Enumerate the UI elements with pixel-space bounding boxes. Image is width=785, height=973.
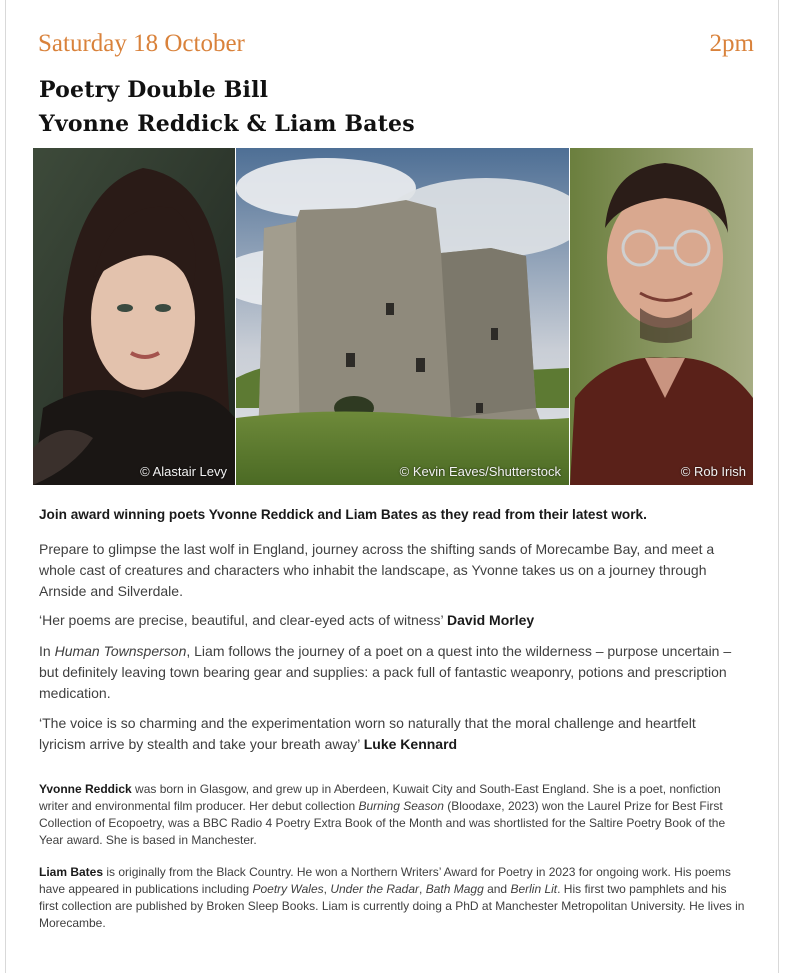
description-body: , Liam follows the journey of a poet on a quest into the wilderness – purpose uncertain – but definitely leaving town bearing gear and supplies: a pack full of fantastic weaponry, potions and prescription medication. (39, 643, 732, 701)
photo-credit-left: © Alastair Levy (140, 464, 227, 479)
photo-liam-bates (570, 148, 753, 485)
event-time: 2pm (709, 30, 754, 57)
bio-text: was born in Glasgow, and grew up in Aberdeen, Kuwait City and South-East England. She is a poet, nonfiction writer and environmental film producer. Her debut collection (39, 782, 721, 813)
quote-author: David Morley (447, 612, 535, 628)
quote-david-morley (39, 610, 739, 631)
description-yvonne: Prepare to glimpse the last wolf in England, journey across the shifting sands of Morecambe Bay, and meet a whole cast of creatures and characters who inhabit the landscape, as Yvonne takes us on a journey through Arnside and Silverdale. (39, 541, 715, 599)
bio-name: Yvonne Reddick (39, 782, 132, 796)
intro-text: Join award winning poets Yvonne Reddick and Liam Bates as they read from their latest work. (39, 507, 647, 522)
description-liam (39, 641, 739, 704)
event-date: Saturday 18 October (38, 30, 245, 57)
bio-text: . His first two pamphlets and his first collection are published by Broken Sleep Books. Liam is currently doing a PhD at Manchester Metropolitan University. He lives in Morecambe. (39, 882, 745, 930)
photo-credit-right: © Rob Irish (680, 464, 746, 479)
publication-title: Poetry Wales (252, 882, 324, 896)
publication-title: Under the Radar (330, 882, 420, 896)
photo-credit-center: © Kevin Eaves/Shutterstock (399, 464, 561, 479)
event-title: Poetry Double Bill (39, 77, 269, 103)
bio-text: (Bloodaxe, 2023) won the Laurel Prize for Best First Collection of Ecopoetry, was a BBC Radio 4 Poetry Extra Book of the Month and was shortlisted for the Saltire Poetry Book of the Year award. She is based in Manchester. (39, 799, 726, 847)
publication-title: Berlin Lit (510, 882, 558, 896)
description-prefix: In (39, 643, 55, 659)
bio-text: is originally from the Black Country. He won a Northern Writers’ Award for Poetry in 2023 for ongoing work. His poems have appeared in publications including (39, 865, 731, 896)
bio-liam-bates (39, 864, 749, 932)
event-date-line (38, 30, 754, 62)
publication-title: Bath Magg (425, 882, 484, 896)
separator: , (419, 882, 426, 896)
quote-text: ‘The voice is so charming and the experimentation worn so naturally that the moral challenge and heartfelt lyricism arrive by stealth and take your breath away’ (39, 715, 696, 752)
bio-name: Liam Bates (39, 865, 104, 879)
separator: and (483, 882, 511, 896)
bio-yvonne-reddick (39, 781, 749, 849)
book-title-burning-season: Burning Season (358, 799, 444, 813)
quote-author: Luke Kennard (363, 736, 458, 752)
quote-text: ‘Her poems are precise, beautiful, and clear-eyed acts of witness’ (39, 612, 444, 628)
quote-luke-kennard (39, 713, 739, 755)
book-title-human-townsperson: Human Townsperson (54, 643, 187, 659)
event-poets: Yvonne Reddick & Liam Bates (39, 111, 415, 137)
photo-castle (236, 148, 569, 485)
separator: , (323, 882, 331, 896)
photo-yvonne-reddick (33, 148, 235, 485)
photo-strip (33, 148, 753, 485)
